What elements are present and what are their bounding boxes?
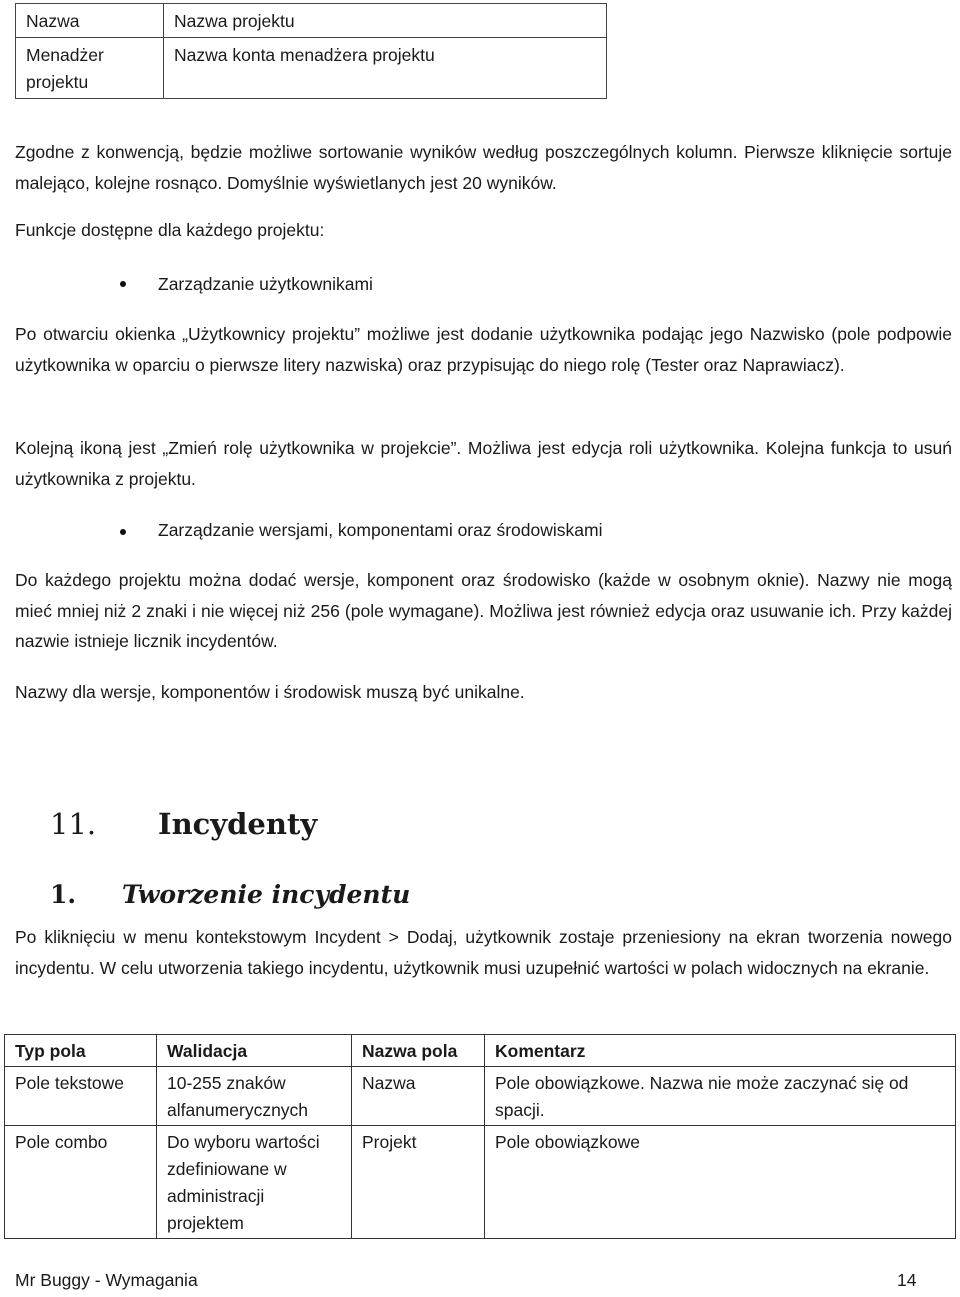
table-cell: Nazwa <box>16 4 164 38</box>
bullet-versions: Zarządzanie wersjami, komponentami oraz środowiskami <box>158 520 603 540</box>
table-cell: Projekt <box>352 1126 485 1239</box>
users-paragraph-1: Po otwarciu okienka „Użytkownicy projektu” możliwe jest dodanie użytkownika podając jego Nazwisko (pole podpowie użytkownika w oparciu o pierwsze litery nazwiska) oraz przypisując do niego rolę (Tester oraz Naprawiacz). <box>15 324 952 375</box>
table-cell: Menadżer projektu <box>16 38 164 99</box>
table-cell: Pole tekstowe <box>5 1067 157 1126</box>
users-paragraph-2: Kolejną ikoną jest „Zmień rolę użytkownika w projekcie”. Możliwa jest edycja roli użytkownika. Kolejna funkcja to usuń użytkownika z projektu. <box>15 438 952 489</box>
page-number: 14 <box>897 1270 917 1290</box>
incident-paragraph: Po kliknięciu w menu kontekstowym Incydent > Dodaj, użytkownik zostaje przeniesiony na ekran tworzenia nowego incydentu. W celu utworzenia takiego incydentu, użytkownik musi uzupełnić wartości w polach widocznych na ekranie. <box>15 927 952 978</box>
table-cell: Pole obowiązkowe. Nazwa nie może zaczynać się od spacji. <box>485 1067 956 1126</box>
functions-intro: Funkcje dostępne dla każdego projektu: <box>15 220 325 240</box>
bullet-icon <box>120 529 126 535</box>
column-header: Typ pola <box>5 1035 157 1067</box>
bullet-users: Zarządzanie użytkownikami <box>158 274 373 294</box>
project-fields-table <box>15 3 607 99</box>
column-header: Nazwa pola <box>352 1035 485 1067</box>
table-cell: 10-255 znaków alfanumerycznych <box>157 1067 352 1126</box>
versions-paragraph-1: Do każdego projektu można dodać wersje, komponent oraz środowisko (każde w osobnym oknie). Nazwy nie mogą mieć mniej niż 2 znaki i nie więcej niż 256 (pole wymagane). Możliwa jest również edycja oraz usuwanie ich. Przy każdej nazwie istnieje licznik incydentów. <box>15 570 952 651</box>
table-row <box>5 1126 956 1239</box>
table-cell: Nazwa <box>352 1067 485 1126</box>
section-heading: Incydenty <box>158 807 318 841</box>
table-cell: Pole obowiązkowe <box>485 1126 956 1239</box>
table-cell: Nazwa konta menadżera projektu <box>164 38 607 99</box>
subheading-number: 1. <box>50 880 77 909</box>
table-row <box>16 4 607 38</box>
table-cell: Pole combo <box>5 1126 157 1239</box>
versions-paragraph-2: Nazwy dla wersje, komponentów i środowisk muszą być unikalne. <box>15 682 525 702</box>
table-row <box>5 1067 956 1126</box>
table-cell: Nazwa projektu <box>164 4 607 38</box>
heading-number: 11. <box>50 807 97 841</box>
table-row <box>16 38 607 99</box>
table-cell: Do wyboru wartości zdefiniowane w administracji projektem <box>157 1126 352 1239</box>
bullet-icon <box>120 281 126 287</box>
subsection-heading: Tworzenie incydentu <box>122 880 411 909</box>
incident-fields-table <box>4 1034 956 1239</box>
footer-title: Mr Buggy - Wymagania <box>15 1270 198 1290</box>
sort-paragraph: Zgodne z konwencją, będzie możliwe sortowanie wyników według poszczególnych kolumn. Pierwsze kliknięcie sortuje malejąco, kolejne rosnąco. Domyślnie wyświetlanych jest 20 wyników. <box>15 142 952 193</box>
column-header: Komentarz <box>485 1035 956 1067</box>
table-header-row <box>5 1035 956 1067</box>
column-header: Walidacja <box>157 1035 352 1067</box>
